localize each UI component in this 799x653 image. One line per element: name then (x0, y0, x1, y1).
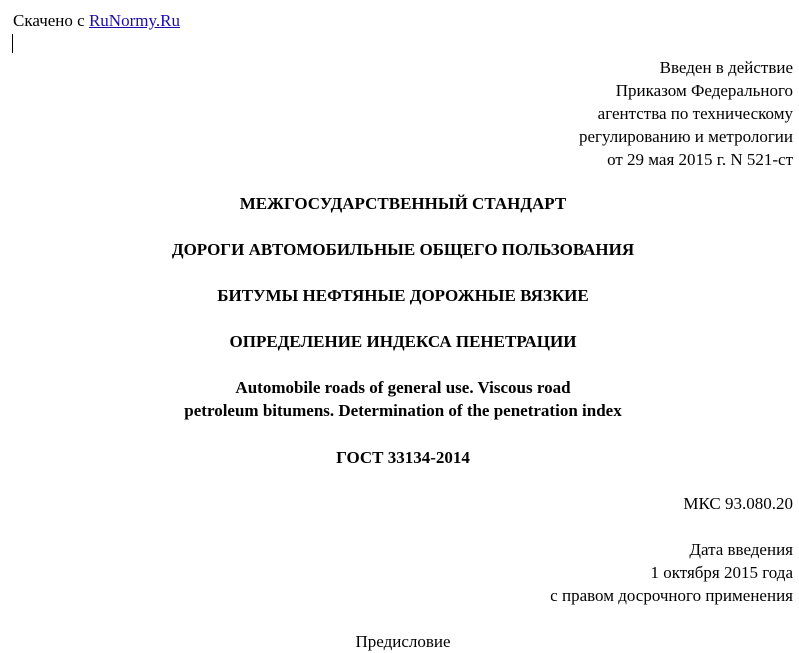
source-note (13, 9, 180, 32)
introduction-date-block (550, 538, 793, 607)
introduction-date-line: Дата введения (689, 540, 793, 559)
enactment-line: от 29 мая 2015 г. N 521-ст (607, 150, 793, 169)
enactment-line: регулированию и метрологии (578, 127, 793, 146)
roads-heading: ДОРОГИ АВТОМОБИЛЬНЫЕ ОБЩЕГО ПОЛЬЗОВАНИЯ (171, 240, 635, 259)
interstate-standard-heading: МЕЖГОСУДАРСТВЕННЫЙ СТАНДАРТ (239, 194, 567, 213)
english-title-line: Automobile roads of general use. Viscous road (235, 378, 571, 397)
enactment-line: агентства по техническому (597, 104, 793, 123)
bitumen-heading: БИТУМЫ НЕФТЯНЫЕ ДОРОЖНЫЕ ВЯЗКИЕ (217, 286, 589, 305)
gost-number: ГОСТ 33134-2014 (336, 448, 470, 467)
source-prefix: Скачено с (13, 11, 89, 30)
text-cursor (12, 34, 13, 53)
runormy-link[interactable]: RuNormy.Ru (88, 11, 180, 30)
enactment-line: Приказом Федерального (615, 81, 793, 100)
mks-code: МКС 93.080.20 (683, 494, 793, 513)
enactment-line: Введен в действие (659, 58, 793, 77)
english-title (0, 376, 799, 422)
introduction-date-line: 1 октября 2015 года (650, 563, 793, 582)
english-title-line: petroleum bitumens. Determination of the penetration index (184, 401, 622, 420)
enactment-block (579, 56, 793, 171)
introduction-date-line: с правом досрочного применения (550, 586, 793, 605)
foreword-heading: Предисловие (355, 632, 451, 651)
method-heading: ОПРЕДЕЛЕНИЕ ИНДЕКСА ПЕНЕТРАЦИИ (229, 332, 577, 351)
